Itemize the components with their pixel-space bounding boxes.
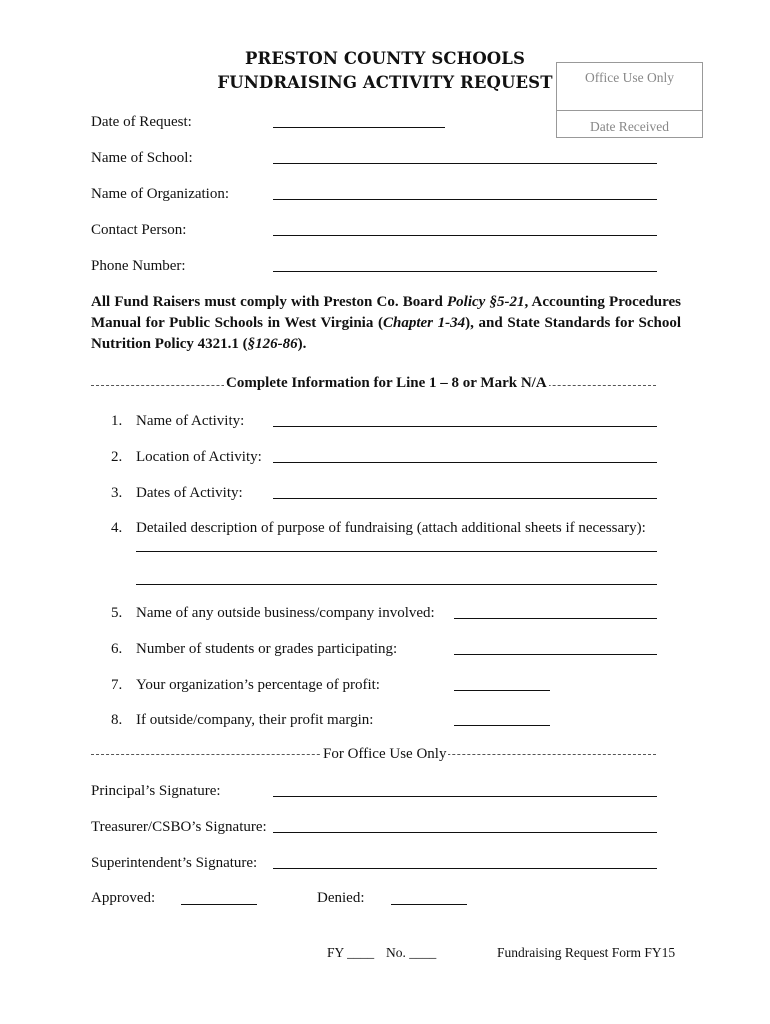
location-of-activity-field[interactable] (273, 462, 657, 463)
treasurer-signature-label: Treasurer/CSBO’s Signature: (91, 819, 267, 835)
page-title-line2: FUNDRAISING ACTIVITY REQUEST (217, 73, 553, 92)
number-field: No. ____ (386, 945, 437, 960)
date-of-request-field[interactable] (273, 127, 445, 128)
description-field-line2[interactable] (136, 584, 657, 585)
name-of-organization-field[interactable] (273, 199, 657, 200)
name-of-activity-label: Name of Activity: (136, 413, 245, 429)
item-number: 1. (111, 413, 123, 429)
office-box-divider (557, 110, 702, 111)
office-use-heading: Office Use Only (585, 70, 674, 85)
date-of-request-label: Date of Request: (91, 114, 192, 130)
item-number: 3. (111, 485, 123, 501)
dates-of-activity-label: Dates of Activity: (136, 485, 243, 501)
notice-part2: , Accounting Procedures Manual for Public Schools in West Virginia ( (91, 294, 681, 331)
date-received-label: Date Received (589, 119, 670, 134)
phone-number-field[interactable] (273, 271, 657, 272)
notice-part3: ), and State Standards for School Nutrition Policy 4321.1 ( (91, 315, 681, 352)
name-of-organization-label: Name of Organization: (91, 186, 230, 202)
name-of-school-field[interactable] (273, 163, 657, 164)
principal-signature-label: Principal’s Signature: (91, 783, 221, 799)
item-number: 4. (111, 520, 123, 536)
approved-field[interactable] (181, 904, 257, 905)
dates-of-activity-field[interactable] (273, 498, 657, 499)
principal-signature-field[interactable] (273, 796, 657, 797)
superintendent-signature-field[interactable] (273, 868, 657, 869)
page-title-line1: PRESTON COUNTY SCHOOLS (245, 49, 525, 68)
approved-label: Approved: (91, 890, 156, 906)
superintendent-signature-label: Superintendent’s Signature: (91, 855, 258, 871)
form-name: Fundraising Request Form FY15 (497, 945, 676, 960)
name-of-school-label: Name of School: (91, 150, 193, 166)
notice-part1: All Fund Raisers must comply with Preston Co. Board (91, 294, 447, 310)
compliance-notice (91, 292, 681, 355)
description-field-line1[interactable] (136, 551, 657, 552)
profit-margin-label: If outside/company, their profit margin: (136, 712, 374, 728)
office-use-box (556, 62, 703, 138)
denied-label: Denied: (317, 890, 365, 906)
item-number: 2. (111, 449, 123, 465)
notice-chapter: Chapter 1-34 (382, 315, 466, 331)
treasurer-signature-field[interactable] (273, 832, 657, 833)
students-participating-field[interactable] (454, 654, 657, 655)
profit-margin-field[interactable] (454, 725, 550, 726)
profit-percentage-label: Your organization’s percentage of profit: (136, 677, 380, 693)
item-number: 6. (111, 641, 123, 657)
phone-number-label: Phone Number: (91, 258, 186, 274)
contact-person-label: Contact Person: (91, 222, 187, 238)
name-of-activity-field[interactable] (273, 426, 657, 427)
description-label: Detailed description of purpose of fundraising (attach additional sheets if necessary): (136, 520, 646, 536)
item-number: 7. (111, 677, 123, 693)
notice-part4: ). (297, 336, 307, 352)
outside-business-label: Name of any outside business/company involved: (136, 605, 435, 621)
notice-policy: Policy §5-21 (446, 294, 525, 310)
item-number: 5. (111, 605, 123, 621)
contact-person-field[interactable] (273, 235, 657, 236)
section2-title: For Office Use Only (323, 746, 447, 762)
item-number: 8. (111, 712, 123, 728)
students-participating-label: Number of students or grades participating: (136, 641, 398, 657)
denied-field[interactable] (391, 904, 467, 905)
fy-field: FY ____ (327, 945, 375, 960)
section1-title: Complete Information for Line 1 – 8 or Mark N/A (226, 375, 547, 391)
outside-business-field[interactable] (454, 618, 657, 619)
profit-percentage-field[interactable] (454, 690, 550, 691)
location-of-activity-label: Location of Activity: (136, 449, 262, 465)
notice-section: §126-86 (247, 336, 298, 352)
